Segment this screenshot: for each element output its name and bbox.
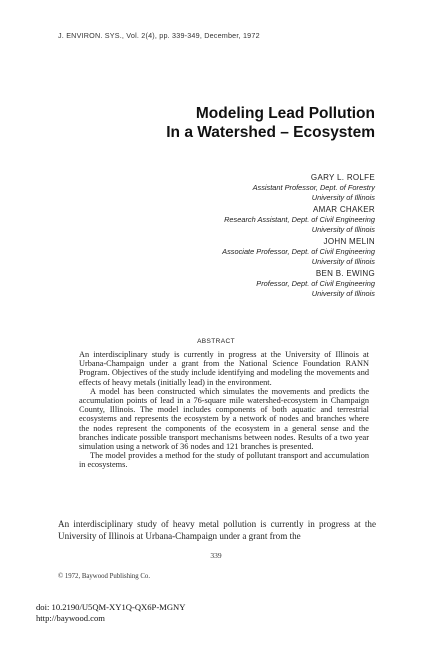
footer xyxy=(36,602,185,624)
author-name: BEN B. EWING xyxy=(315,269,375,278)
author-affiliation: Assistant Professor, Dept. of Forestry xyxy=(252,183,375,192)
abstract-heading: ABSTRACT xyxy=(197,338,235,345)
publisher-link[interactable]: http://baywood.com xyxy=(36,613,105,623)
author-institution: University of Illinois xyxy=(311,225,375,234)
abstract-paragraph: A model has been constructed which simulates the movements and predicts the accumulation points of lead in a 76-square mile watershed-ecosystem in Champaign County, Illinois. The model includes components of both aquatic and terrestrial ecosystems and represents the ecosystem by a network of nodes and branches where the nodes represent the components of the ecosystem in a general sense and the branches indicate possible transport mechanisms between nodes. Results of a two year simulation using a network of 36 nodes and 121 branches is presented. xyxy=(79,386,369,452)
copyright-notice: © 1972, Baywood Publishing Co. xyxy=(58,573,151,580)
author-entry xyxy=(75,268,375,299)
page-number: 339 xyxy=(210,551,222,560)
author-affiliation: Research Assistant, Dept. of Civil Engineering xyxy=(224,215,375,224)
author-entry xyxy=(75,172,375,203)
author-entry xyxy=(75,236,375,267)
author-name: JOHN MELIN xyxy=(323,237,375,246)
body-text xyxy=(58,518,376,542)
article-title xyxy=(166,104,375,142)
author-institution: University of Illinois xyxy=(311,257,375,266)
author-institution: University of Illinois xyxy=(311,193,375,202)
doi-text: doi: 10.2190/U5QM-XY1Q-QX6P-MGNY xyxy=(36,602,186,612)
author-affiliation: Professor, Dept. of Civil Engineering xyxy=(256,279,375,288)
body-paragraph: An interdisciplinary study of heavy metal pollution is currently in progress at the University of Illinois at Urbana-Champaign under a grant from the xyxy=(58,519,376,541)
journal-header: J. ENVIRON. SYS., Vol. 2(4), pp. 339-349, December, 1972 xyxy=(58,31,260,40)
abstract-paragraph: An interdisciplinary study is currently in progress at the University of Illinois at Urbana-Champaign under a grant from the National Science Foundation RANN Program. Objectives of the study include identifying and modeling the movements and effects of heavy metals (initially lead) in the environment. xyxy=(79,350,369,387)
author-list xyxy=(75,172,375,300)
author-institution: University of Illinois xyxy=(311,289,375,298)
author-name: AMAR CHAKER xyxy=(313,205,375,214)
article-title-line-1: Modeling Lead Pollution xyxy=(195,105,375,122)
abstract-body xyxy=(79,350,369,470)
author-name: GARY L. ROLFE xyxy=(310,173,375,182)
article-title-line-2: In a Watershed – Ecosystem xyxy=(166,124,375,141)
author-entry xyxy=(75,204,375,235)
abstract-paragraph: The model provides a method for the study of pollutant transport and accumulation in ecosystems. xyxy=(79,451,369,470)
author-affiliation: Associate Professor, Dept. of Civil Engineering xyxy=(222,247,375,256)
